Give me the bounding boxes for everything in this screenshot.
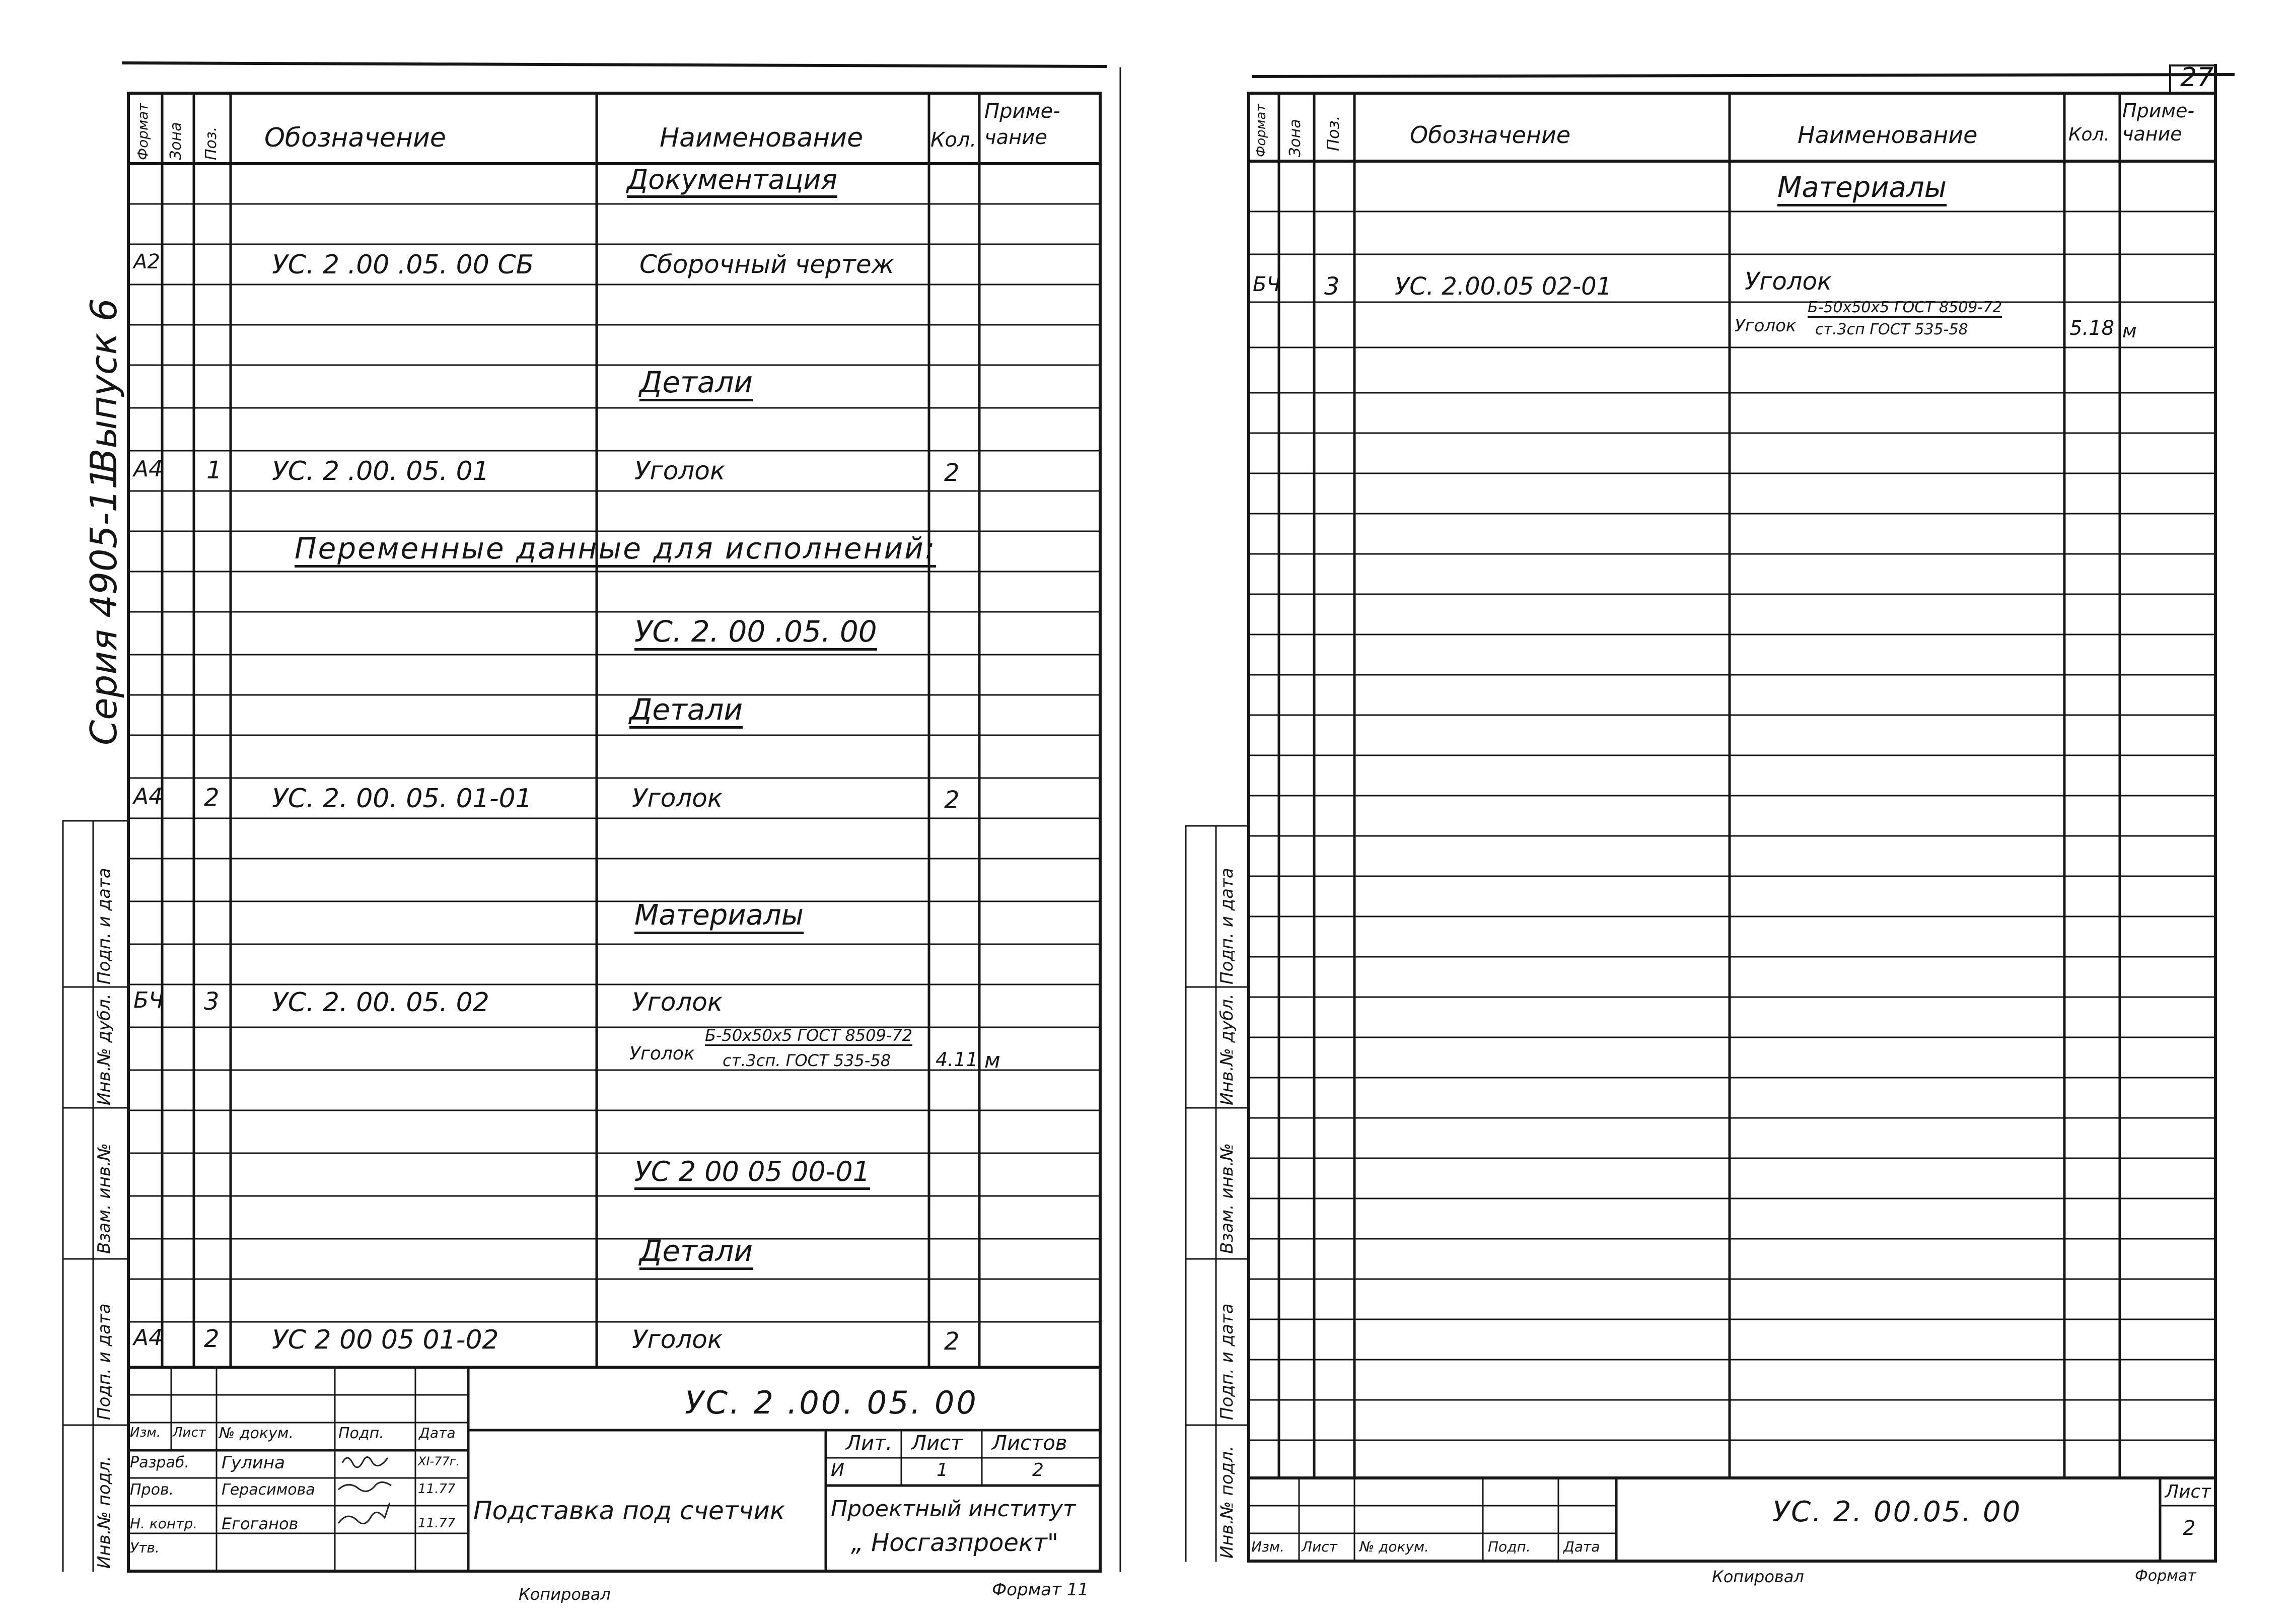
material-spec-denominator: ст.3сп. ГОСТ 535-58 — [723, 1051, 891, 1070]
title-product-name: Подставка под счетчик — [473, 1496, 785, 1525]
margin-label-inv-podl: Инв.№ подл. — [1217, 1446, 1237, 1559]
material-qty: 4.11 — [936, 1048, 978, 1071]
col-label-podp: Подп. — [338, 1425, 384, 1442]
date-norm-control: 11.77 — [418, 1516, 456, 1531]
title-doc-code: УС. 2. 00.05. 00 — [1772, 1496, 2022, 1528]
label-lit: Лит. — [846, 1432, 893, 1455]
section-details: Детали — [639, 1236, 753, 1270]
date-developer: XI-77г. — [418, 1454, 460, 1468]
header-designation: Обозначение — [1410, 121, 1571, 149]
header-note: Приме- чание — [2122, 100, 2195, 145]
org-line1: Проектный институт — [831, 1496, 1076, 1522]
role-developer: Разраб. — [130, 1454, 189, 1471]
material-spec-denominator: ст.3сп ГОСТ 535-58 — [1815, 321, 1968, 338]
row-pos: 2 — [204, 1325, 220, 1353]
row-qty: 2 — [944, 459, 960, 487]
col-label-doc-num: № докум. — [219, 1425, 294, 1442]
section-variant-code: УС. 2. 00 .05. 00 — [634, 617, 877, 651]
date-checker: 11.77 — [418, 1481, 456, 1497]
margin-label-inv-dubl: Инв.№ дубл. — [94, 994, 114, 1105]
material-unit: м — [984, 1048, 1000, 1073]
page-number: 27 — [2180, 62, 2214, 93]
col-label-doc-num: № докум. — [1359, 1538, 1429, 1555]
label-sheet: Лист — [911, 1432, 963, 1455]
section-variant-code-01: УС 2 00 05 00-01 — [634, 1158, 870, 1190]
row-qty: 2 — [944, 1327, 960, 1356]
section-materials: Материалы — [1777, 174, 1947, 206]
material-name-prefix: Уголок — [1735, 316, 1797, 336]
row-designation: УС. 2. 00. 05. 02 — [272, 987, 489, 1018]
header-pos: Поз. — [1324, 115, 1343, 151]
section-details: Детали — [639, 368, 753, 401]
header-designation: Обозначение — [264, 123, 446, 153]
header-format: Формат — [1254, 104, 1269, 157]
role-approver: Утв. — [130, 1539, 160, 1556]
header-note: Приме- чание — [984, 100, 1060, 149]
material-name-prefix: Уголок — [629, 1043, 695, 1064]
header-name: Наименование — [660, 123, 864, 153]
value-lit: И — [831, 1460, 844, 1480]
footer-copied: Копировал — [1712, 1567, 1804, 1586]
header-qty: Кол. — [2068, 124, 2110, 145]
col-label-izm: Изм. — [130, 1425, 161, 1440]
material-spec-numerator: Б-50х50х5 ГОСТ 8509-72 — [1808, 300, 2002, 318]
col-label-podp: Подп. — [1488, 1538, 1531, 1555]
margin-label-vzam-inv: Взам. инв.№ — [94, 1143, 114, 1254]
variable-data-heading: Переменные данные для исполнений: — [295, 534, 936, 568]
row-designation: УС. 2. 00. 05. 01-01 — [272, 784, 532, 814]
org-line2: „ Носгазпроект" — [851, 1529, 1058, 1557]
row-format: А4 — [133, 784, 163, 809]
row-name: Сборочный чертеж — [639, 250, 894, 279]
person-developer: Гулина — [222, 1453, 285, 1473]
header-zone: Зона — [1286, 119, 1304, 157]
value-sheet: 1 — [937, 1460, 948, 1480]
person-checker: Герасимова — [222, 1481, 315, 1499]
label-sheet: Лист — [2165, 1481, 2211, 1502]
row-pos: 2 — [204, 784, 220, 812]
value-sheet: 2 — [2183, 1517, 2196, 1540]
header-name: Наименование — [1798, 121, 1978, 149]
footer-copied: Копировал — [519, 1585, 611, 1604]
footer-format: Формат — [2135, 1567, 2196, 1585]
row-pos: 1 — [206, 456, 222, 484]
margin-label-podp-date: Подп. и дата — [94, 1303, 114, 1420]
margin-label-podp-date-2: Подп. и дата — [1217, 868, 1237, 984]
col-label-list: Лист — [1302, 1538, 1337, 1555]
row-format: А4 — [133, 1325, 163, 1351]
header-pos: Поз. — [202, 126, 220, 160]
margin-label-inv-dubl: Инв.№ дубл. — [1217, 994, 1237, 1105]
col-label-data: Дата — [1563, 1538, 1600, 1555]
row-designation: УС 2 00 05 01-02 — [272, 1325, 499, 1355]
role-checker: Пров. — [130, 1481, 174, 1499]
value-sheets: 2 — [1032, 1460, 1044, 1480]
row-format: БЧ — [1253, 273, 1280, 296]
section-materials: Материалы — [634, 901, 804, 934]
row-name: Уголок — [634, 456, 726, 485]
section-details: Детали — [629, 695, 743, 729]
title-doc-code: УС. 2 .00. 05. 00 — [685, 1384, 978, 1421]
role-norm-control: Н. контр. — [130, 1515, 198, 1532]
row-pos: 3 — [204, 987, 220, 1016]
col-label-izm: Изм. — [1251, 1538, 1284, 1555]
person-norm-control: Егоганов — [222, 1514, 299, 1533]
margin-label-podp-date: Подп. и дата — [1217, 1303, 1237, 1420]
material-unit: м — [2122, 320, 2137, 342]
row-designation: УС. 2 .00 .05. 00 СБ — [272, 250, 534, 280]
row-format: А4 — [133, 456, 163, 482]
row-designation: УС. 2.00.05 02-01 — [1395, 272, 1612, 301]
header-format: Формат — [134, 103, 151, 160]
footer-format: Формат 11 — [992, 1580, 1089, 1600]
issue-label: Выпуск 6 — [83, 298, 125, 473]
row-format: А2 — [133, 250, 160, 273]
row-designation: УС. 2 .00. 05. 01 — [272, 456, 489, 486]
label-sheets: Листов — [992, 1432, 1067, 1455]
row-name: Уголок — [632, 987, 723, 1017]
material-qty: 5.18 — [2069, 317, 2115, 340]
row-name: Уголок — [1745, 267, 1832, 296]
row-format: БЧ — [133, 987, 164, 1013]
margin-label-inv-podl: Инв.№ подл. — [94, 1456, 114, 1569]
margin-label-vzam-inv: Взам. инв.№ — [1217, 1143, 1237, 1254]
section-documentation: Документация — [627, 166, 837, 198]
col-label-list: Лист — [173, 1425, 206, 1440]
row-name: Уголок — [632, 784, 723, 813]
row-qty: 2 — [944, 786, 960, 814]
margin-label-podp-date-2: Подп. и дата — [94, 868, 114, 984]
row-name: Уголок — [632, 1325, 723, 1354]
row-pos: 3 — [1324, 272, 1340, 301]
header-qty: Кол. — [930, 128, 977, 152]
series-label: Серия 4905-11 — [83, 466, 125, 745]
col-label-data: Дата — [419, 1425, 456, 1441]
header-zone: Зона — [167, 122, 185, 160]
material-spec-numerator: Б-50х50х5 ГОСТ 8509-72 — [705, 1026, 913, 1045]
